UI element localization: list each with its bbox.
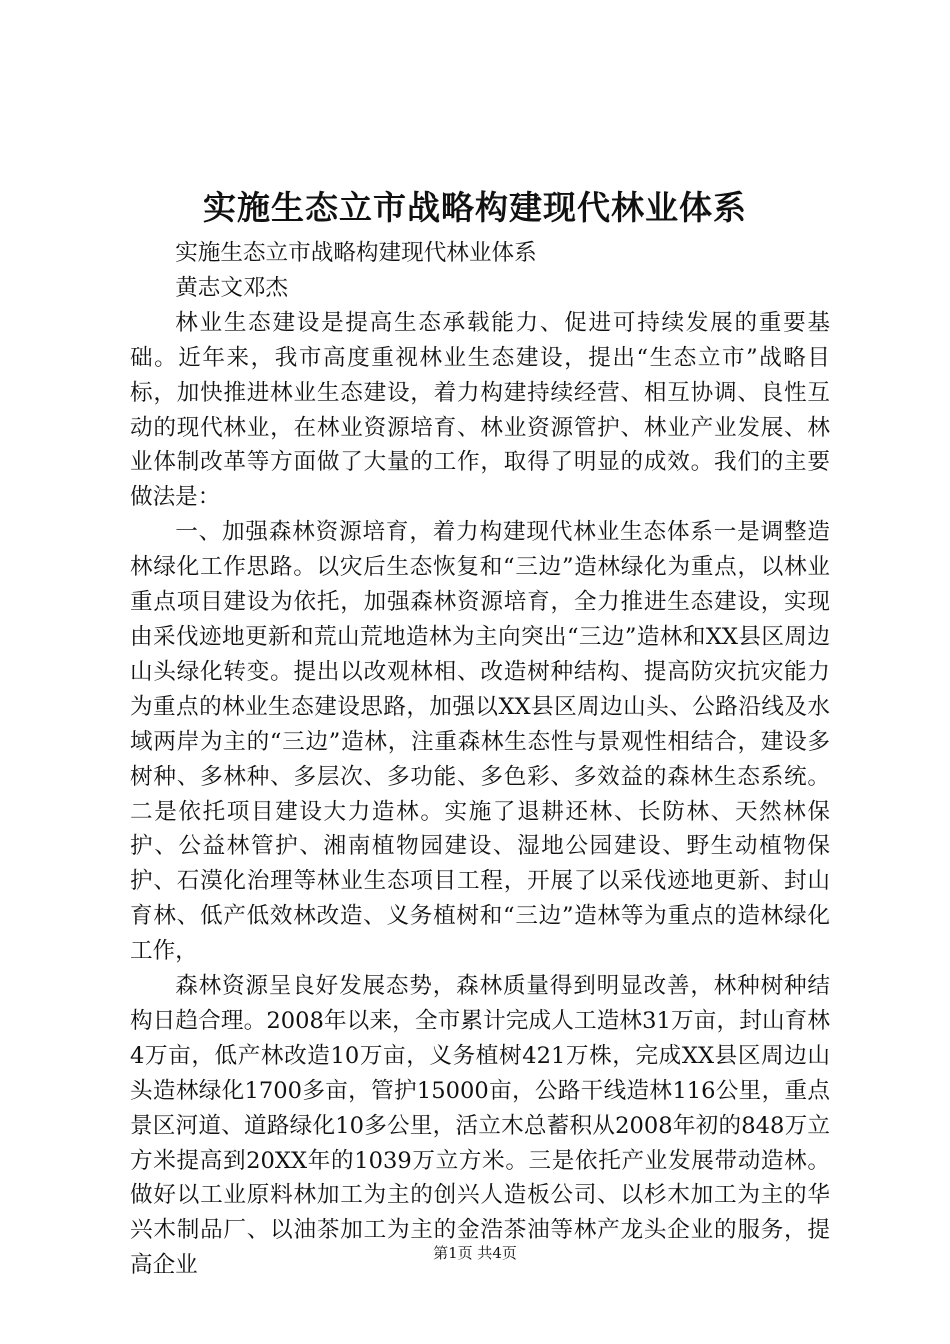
page-footer: 第1页 共4页 bbox=[433, 1244, 517, 1262]
section-one-paragraph: 一、加强森林资源培育，着力构建现代林业生态体系一是调整造林绿化工作思路。以灾后生态恢复和“三边”造林绿化为重点，以林业重点项目建设为依托，加强森林资源培育，全力推进生态建设，实现由采伐迹地更新和荒山荒地造林为主向突出“三边”造林和XX县区周边山头绿化转变。提出以改观林相、改造树种结构、提高防灾抗灾能力为重点的林业生态建设思路，加强以XX县区周边山头、公路沿线及水域两岸为主的“三边”造林，注重森林生态性与景观性相结合，建设多树种、多林种、多层次、多功能、多色彩、多效益的森林生态系统。二是依托项目建设大力造林。实施了退耕还林、长防林、天然林保护、公益林管护、湘南植物园建设、湿地公园建设、野生动植物保护、石漠化治理等林业生态项目工程，开展了以采伐迹地更新、封山育林、低产低效林改造、义务植树和“三边”造林等为重点的造林绿化工作， bbox=[130, 519, 830, 965]
document-title: 实施生态立市战略构建现代林业体系 bbox=[203, 188, 747, 227]
document-body bbox=[130, 236, 830, 1283]
intro-paragraph: 林业生态建设是提高生态承载能力、促进可持续发展的重要基础。近年来，我市高度重视林业生态建设，提出“生态立市”战略目标，加快推进林业生态建设，着力构建持续经营、相互协调、良性互动的现代林业，在林业资源培育、林业资源管护、林业产业发展、林业体制改革等方面做了大量的工作，取得了明显的成效。我们的主要做法是： bbox=[130, 309, 830, 511]
resources-paragraph: 森林资源呈良好发展态势，森林质量得到明显改善，林种树种结构日趋合理。2008年以来，全市累计完成人工造林31万亩，封山育林4万亩，低产林改造10万亩，义务植树421万株，完成XX县区周边山头造林绿化1700多亩，管护15000亩，公路干线造林116公里，重点景区河道、道路绿化10多公里，活立木总蓄积从2008年初的848万立方米提高到20XX年的1039万立方米。三是依托产业发展带动造林。做好以工业原料林加工为主的创兴人造板公司、以杉木加工为主的华兴木制品厂、以油茶加工为主的金浩茶油等林产龙头企业的服务，提高企业 bbox=[130, 973, 830, 1279]
subtitle-paragraph: 实施生态立市战略构建现代林业体系 bbox=[175, 240, 537, 266]
author-paragraph: 黄志文邓杰 bbox=[175, 274, 289, 301]
